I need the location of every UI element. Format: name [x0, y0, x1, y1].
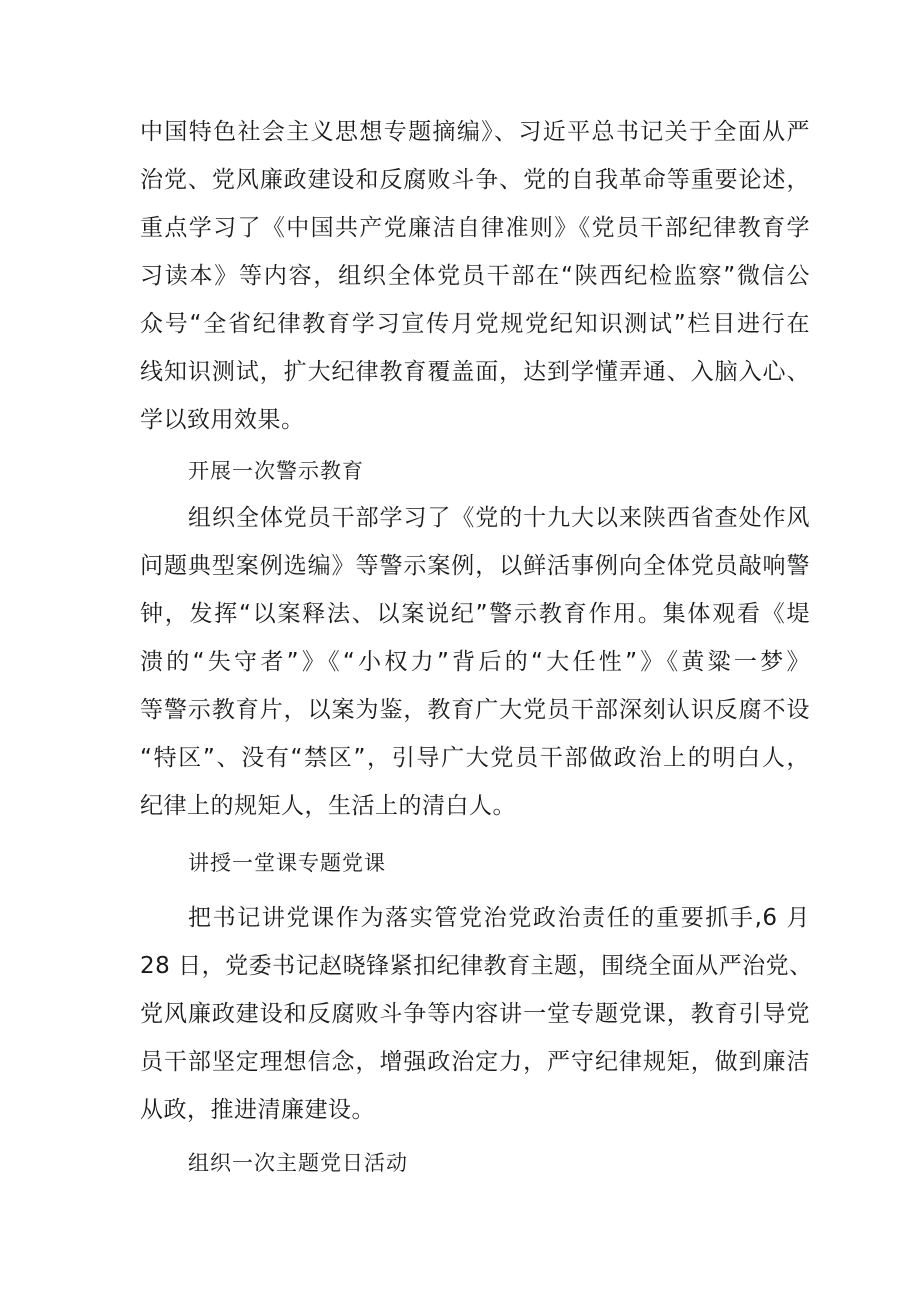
text-line: 党风廉政建设和反腐败斗争等内容讲一堂专题党课，教育引导党 — [140, 1001, 810, 1027]
text-line: 等警示教育片，以案为鉴，教育广大党员干部深刻认识反腐不设 — [140, 697, 810, 723]
text-line: “特区”、没有“禁区”，引导广大党员干部做政治上的明白人， — [140, 745, 810, 771]
text-line: 从政，推进清廉建设。 — [140, 1097, 375, 1123]
text-line: 钟，发挥“以案释法、以案说纪”警示教育作用。集体观看《堤 — [140, 601, 810, 627]
text-line: 把书记讲党课作为落实管党治党政治责任的重要抓手,6 月 — [188, 905, 810, 931]
text-line: 问题典型案例选编》等警示案例，以鲜活事例向全体党员敲响警 — [140, 553, 810, 579]
section-heading-theme-party-day: 组织一次主题党日活动 — [188, 1151, 408, 1175]
text-line: 众号“全省纪律教育学习宣传月党规党纪知识测试”栏目进行在 — [140, 311, 810, 337]
text-line: 线知识测试，扩大纪律教育覆盖面，达到学懂弄通、入脑入心、 — [140, 359, 810, 385]
text-line: 习读本》等内容，组织全体党员干部在“陕西纪检监察”微信公 — [140, 263, 810, 289]
text-line: 中国特色社会主义思想专题摘编》、习近平总书记关于全面从严 — [140, 119, 810, 145]
text-line: 学以致用效果。 — [140, 407, 305, 433]
text-line: 溃的“失守者”》《“小权力”背后的“大任性”》《黄粱一梦》 — [140, 649, 810, 675]
text-line: 治党、党风廉政建设和反腐败斗争、党的自我革命等重要论述， — [140, 167, 810, 193]
text-line: 28 日，党委书记赵晓锋紧扣纪律教育主题，围绕全面从严治党、 — [140, 953, 813, 979]
text-line: 纪律上的规矩人，生活上的清白人。 — [140, 793, 516, 819]
text-line: 组织全体党员干部学习了《党的十九大以来陕西省查处作风 — [188, 505, 810, 531]
section-heading-party-lecture: 讲授一堂课专题党课 — [188, 851, 386, 875]
text-line: 员干部坚定理想信念，增强政治定力，严守纪律规矩，做到廉洁 — [140, 1049, 810, 1075]
text-line: 重点学习了《中国共产党廉洁自律准则》《党员干部纪律教育学 — [140, 215, 810, 241]
section-heading-warning-education: 开展一次警示教育 — [188, 459, 364, 483]
